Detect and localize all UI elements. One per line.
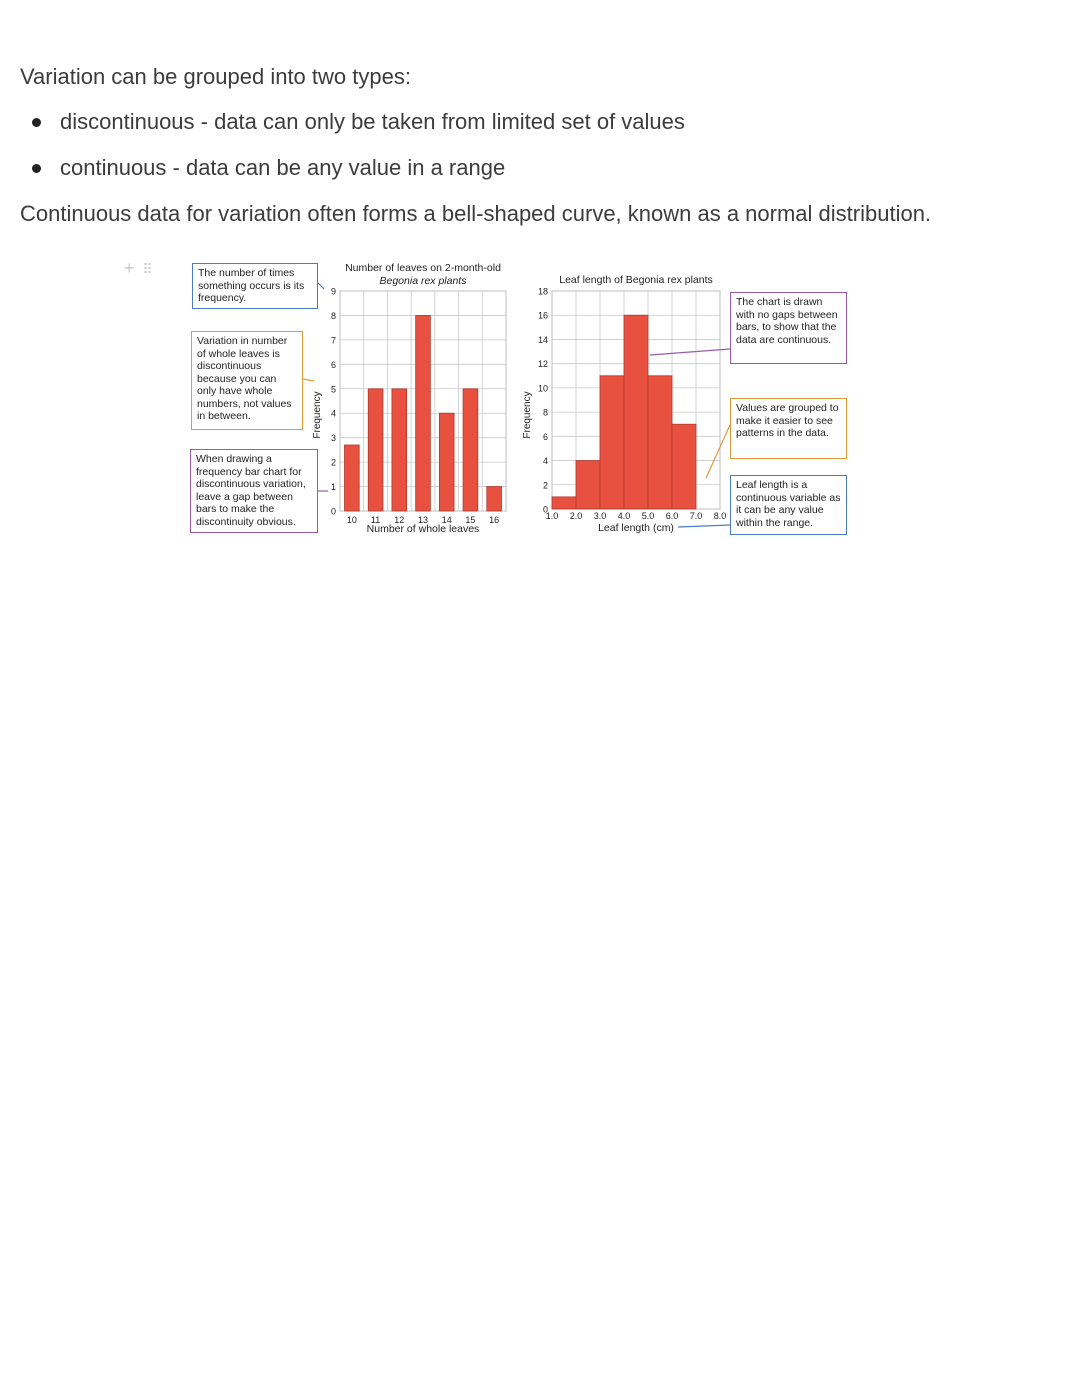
chart1-xtick-label: 15 — [465, 515, 476, 525]
chart1-xtick-label: 13 — [417, 515, 429, 525]
chart1-xtick-label: 14 — [441, 515, 452, 525]
chart2-xtick-label: 3.0 — [593, 511, 607, 521]
chart1-bar — [463, 389, 478, 511]
chart2-xtick-label: 5.0 — [641, 511, 655, 521]
chart1-xtick-label: 16 — [489, 515, 500, 525]
chart2-xtick-label: 8.0 — [713, 511, 727, 521]
summary-text: Continuous data for variation often forms a bell-shaped curve, known as a normal distribution. — [20, 201, 932, 226]
chart1-ytick-label: 8 — [330, 310, 336, 321]
chart2-ytick-label: 18 — [537, 286, 548, 297]
chart1-bar — [487, 487, 502, 511]
chart2-bar — [672, 424, 696, 509]
callout-leaf-length: Leaf length is a continuous variable as it can be any value within the range. — [730, 475, 847, 535]
chart1-ytick-label: 0 — [330, 506, 336, 517]
chart2-ytick-label: 16 — [537, 310, 548, 321]
callout-gap-bars: When drawing a frequency bar chart for discontinuous variation, leave a gap between bars to make the discontinuity obvious. — [190, 449, 318, 533]
chart2-ytick-label: 14 — [537, 334, 548, 345]
chart1-bar — [416, 315, 431, 511]
callout-discontinuous: Variation in number of whole leaves is discontinuous because you can only have whole numbers, not values in between. — [191, 331, 303, 430]
chart1-bar — [345, 445, 360, 511]
chart2-ylabel: Frequency — [522, 391, 533, 439]
chart1-ytick-label: 1 — [330, 482, 336, 493]
chart2-bar — [576, 461, 600, 509]
chart2-xtick-label: 6.0 — [665, 511, 679, 521]
variation-figure — [124, 255, 854, 545]
chart-leaf-count — [312, 262, 506, 535]
chart2-ytick-label: 12 — [537, 359, 548, 370]
chart1-title: Number of leaves on 2-month-old — [345, 262, 501, 274]
intro-text: Variation can be grouped into two types: — [20, 64, 411, 89]
chart-leaf-length — [522, 274, 726, 534]
chart1-ytick-label: 2 — [330, 457, 336, 468]
chart1-ylabel: Frequency — [312, 391, 323, 439]
list-item-continuous: continuous - data can be any value in a range — [20, 153, 1060, 183]
chart2-ytick-label: 10 — [537, 383, 548, 394]
chart1-xlabel: Number of whole leaves — [366, 523, 480, 535]
callout-no-gaps: The chart is drawn with no gaps between bars, to show that the data are continuous. — [730, 292, 847, 364]
chart2-xlabel: Leaf length (cm) — [598, 522, 674, 534]
chart2-ytick-label: 8 — [542, 407, 548, 418]
callout-grouped: Values are grouped to make it easier to see patterns in the data. — [730, 398, 847, 459]
variation-types-list — [20, 107, 1060, 183]
chart1-ytick-label: 7 — [330, 335, 336, 346]
chart2-ytick-label: 2 — [542, 480, 548, 491]
chart1-subtitle: Begonia rex plants — [379, 275, 467, 287]
chart1-ytick-label: 9 — [330, 286, 336, 297]
chart1-xtick-label: 12 — [394, 515, 405, 525]
connector-frequency — [318, 283, 324, 289]
add-block-icon[interactable]: + — [124, 258, 135, 278]
chart2-title: Leaf length of Begonia rex plants — [559, 274, 713, 286]
chart2-bar — [552, 497, 576, 509]
chart1-bar — [392, 389, 407, 511]
document-body — [20, 62, 1060, 229]
chart2-bar — [648, 376, 672, 509]
chart2-ytick-label: 4 — [542, 456, 548, 467]
chart1-ytick-label: 5 — [330, 384, 336, 395]
chart2-ytick-label: 0 — [542, 504, 548, 515]
chart2-xtick-label: 7.0 — [689, 511, 703, 521]
list-item-discontinuous: discontinuous - data can only be taken from limited set of values — [20, 107, 1060, 137]
chart2-bar — [624, 315, 648, 509]
connector-discontinuous — [303, 379, 314, 381]
chart1-ytick-label: 3 — [330, 433, 336, 444]
chart2-bar — [600, 376, 624, 509]
chart1-ytick-label: 4 — [330, 408, 336, 419]
chart1-xtick-label: 10 — [346, 515, 357, 525]
chart2-xtick-label: 2.0 — [569, 511, 583, 521]
chart1-bar — [368, 389, 383, 511]
drag-handle-icon[interactable]: ⠿ — [142, 261, 152, 277]
connector-leaf-length — [678, 525, 730, 527]
chart2-xtick-label: 1.0 — [545, 511, 559, 521]
chart2-ytick-label: 6 — [542, 431, 548, 442]
charts-svg — [124, 255, 854, 545]
chart2-xtick-label: 4.0 — [617, 511, 631, 521]
chart1-xtick-label: 11 — [370, 515, 381, 525]
callout-frequency: The number of times something occurs is its frequency. — [192, 263, 318, 309]
chart1-ytick-label: 6 — [330, 359, 336, 370]
chart1-bar — [439, 413, 454, 511]
